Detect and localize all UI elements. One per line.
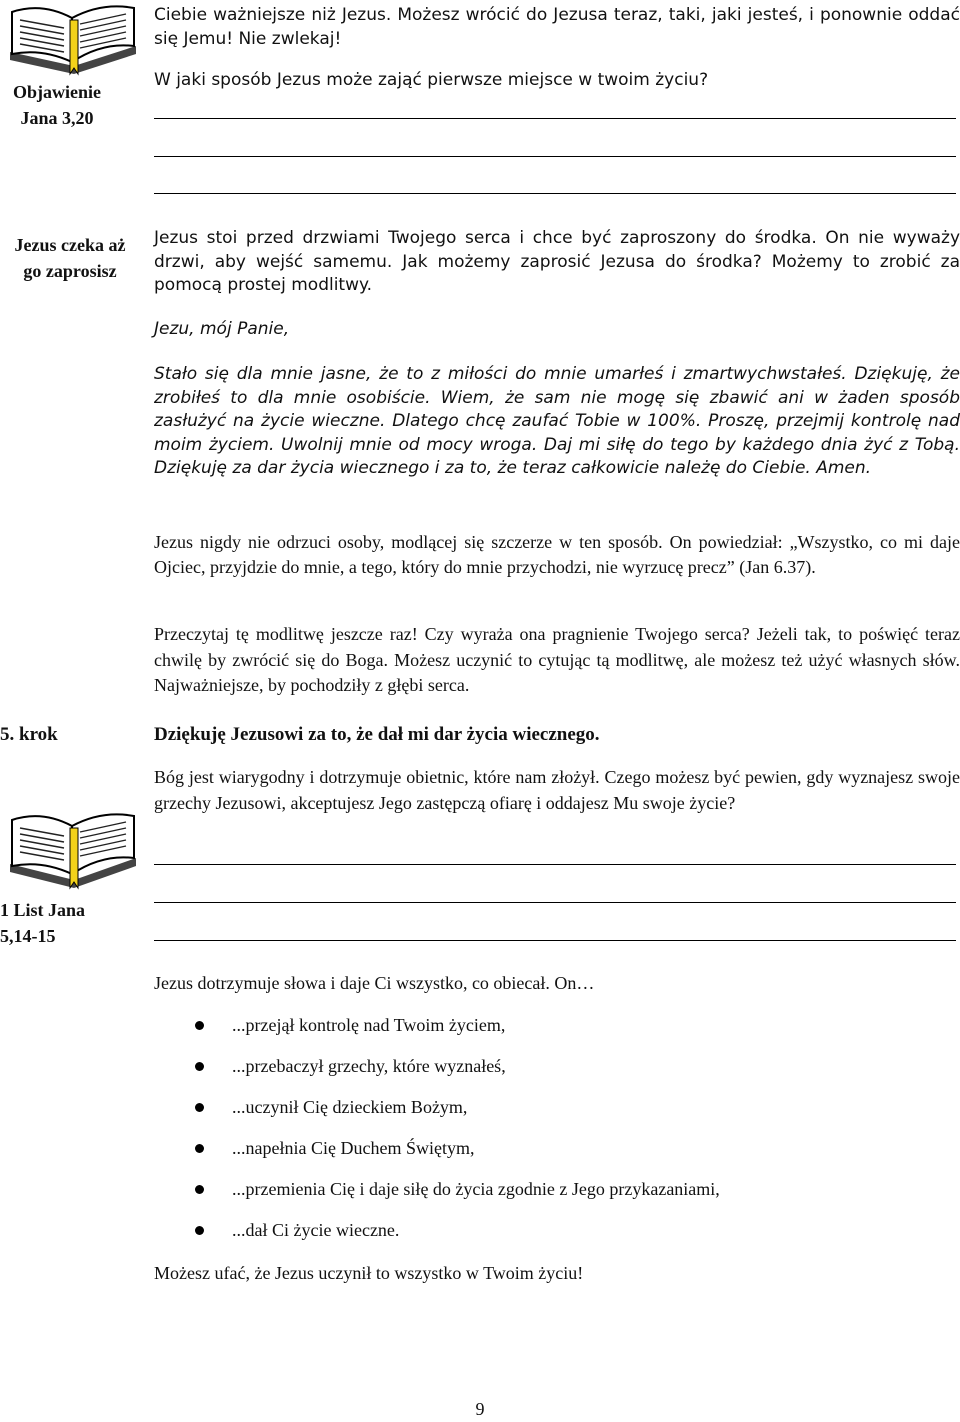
closing-sentence: Możesz ufać, że Jezus uczynił to wszystko w Twoim życiu! (154, 1263, 584, 1283)
answer-line (154, 902, 956, 903)
never-reject-paragraph: Jezus nigdy nie odrzuci osoby, modlącej się szczerze w ten sposób. On powiedział: „Wszystko, co mi daje Ojciec, przyjdzie do mnie, a tego, który do mnie przychodzi, nie wyrzucę precz” (Jan 6.37). (154, 532, 960, 577)
intro-paragraph: Ciebie ważniejsze niż Jezus. Możesz wrócić do Jezusa teraz, taki, jaki jesteś, i ponownie oddać się Jemu! Nie zwlekaj! (154, 5, 960, 49)
scripture-reference-line2: 5,14-15 (0, 926, 56, 946)
scripture-reference-line2: Jana 3,20 (20, 108, 94, 128)
bullet-icon (195, 1021, 204, 1030)
keeps-word-paragraph: Jezus dotrzymuje słowa i daje Ci wszystko, co obiecał. On… (154, 973, 595, 993)
list-item-text: ...przejął kontrolę nad Twoim życiem, (232, 1015, 506, 1035)
certainty-question: Bóg jest wiarygodny i dotrzymuje obietnic, które nam złożył. Czego możesz być pewien, gdy wyznajesz swoje grzechy Jezusowi, akceptujesz Jego zastępczą ofiarę i oddajesz Mu swoje życie? (154, 767, 960, 813)
promises-list (154, 1010, 720, 1256)
question-first-place: W jaki sposób Jezus może zająć pierwsze miejsce w twoim życiu? (154, 70, 709, 90)
bullet-icon (195, 1226, 204, 1235)
list-item (154, 1051, 720, 1092)
list-item (154, 1133, 720, 1174)
list-item-text: ...napełnia Cię Duchem Świętym, (232, 1138, 475, 1158)
bible-icon (4, 0, 140, 76)
margin-note-jesus-waits (0, 233, 140, 283)
list-item (154, 1010, 720, 1051)
list-item (154, 1092, 720, 1133)
bullet-icon (195, 1144, 204, 1153)
step-heading: Dziękuję Jezusowi za to, że dał mi dar życia wiecznego. (154, 724, 600, 745)
step-label: 5. krok (0, 724, 58, 745)
page-number: 9 (475, 1399, 485, 1419)
list-item-text: ...uczynił Cię dzieckiem Bożym, (232, 1097, 468, 1117)
answer-line (154, 940, 956, 941)
list-item-text: ...przemienia Cię i daje siłę do życia zgodnie z Jego przykazaniami, (232, 1179, 720, 1199)
bullet-icon (195, 1103, 204, 1112)
scripture-reference-line1: Objawienie (13, 82, 101, 102)
list-item (154, 1215, 720, 1256)
answer-line (154, 118, 956, 119)
margin-note-line1: Jezus czeka aż (14, 235, 126, 255)
scripture-reference-1-john (0, 898, 108, 948)
prayer-salutation: Jezu, mój Panie, (154, 319, 290, 339)
scripture-reference-line1: 1 List Jana (0, 900, 86, 920)
list-item (154, 1174, 720, 1215)
prayer-body: Stało się dla mnie jasne, że to z miłości do mnie umarłeś i zmartwychwstałeś. Dziękuję, że zrobiłeś to dla mnie osobiście. Wiem, że sam nie mogę się zbawić ani w żaden sposób zasłużyć na życie wieczne. Dlatego chcę zaufać Tobie w 100%. Proszę, przejmij kontrolę nad moim życiem. Uwolnij mnie od mocy wroga. Daj mi siłę do tego by każdego dnia żyć z Tobą. Dziękuję za dar życia wiecznego i za to, że teraz całkowicie należę do Ciebie. Amen. (154, 364, 960, 478)
margin-note-line2: go zaprosisz (23, 261, 117, 281)
invitation-paragraph: Jezus stoi przed drzwiami Twojego serca i chce być zaproszony do środka. On nie wyważy drzwi, aby wejść samemu. Jak możemy zaprosić Jezusa do środka? Możemy to zrobić za pomocą prostej modlitwy. (154, 228, 960, 295)
list-item-text: ...dał Ci życie wieczne. (232, 1220, 400, 1240)
answer-line (154, 193, 956, 194)
bullet-icon (195, 1062, 204, 1071)
read-again-paragraph: Przeczytaj tę modlitwę jeszcze raz! Czy wyraża ona pragnienie Twojego serca? Jeżeli tak, to poświęć teraz chwilę by zwrócić się do Boga. Możesz uczynić to cytując tą modlitwę, ale możesz też użyć własnych słów. Najważniejsze, by pochodziły z głębi serca. (154, 624, 960, 695)
answer-line (154, 864, 956, 865)
bullet-icon (195, 1185, 204, 1194)
answer-line (154, 156, 956, 157)
bible-icon (4, 806, 140, 890)
list-item-text: ...przebaczył grzechy, które wyznałeś, (232, 1056, 506, 1076)
scripture-reference-revelation (0, 80, 114, 130)
